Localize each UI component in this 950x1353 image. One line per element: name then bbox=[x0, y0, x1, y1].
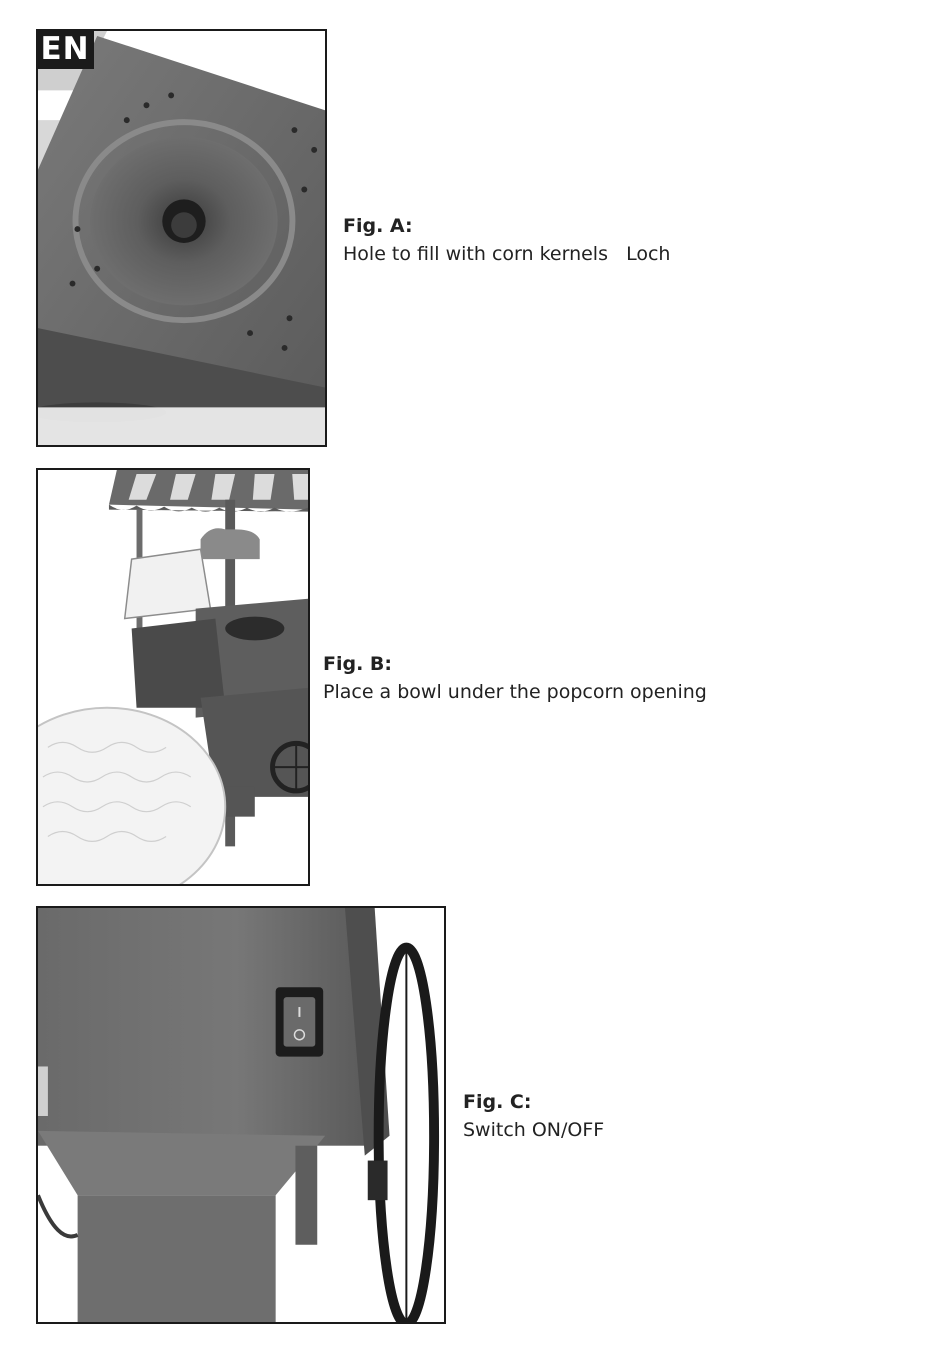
figure-c-caption bbox=[463, 1088, 604, 1144]
figure-c-title: Fig. C: bbox=[463, 1091, 532, 1113]
figure-b-text: Place a bowl under the popcorn opening bbox=[323, 681, 707, 703]
figure-a-title: Fig. A: bbox=[343, 215, 413, 237]
figure-a-photo bbox=[36, 29, 327, 447]
figure-a-caption bbox=[343, 212, 670, 268]
popcorn-machine-top-view-image bbox=[38, 31, 325, 445]
language-badge: EN bbox=[36, 29, 94, 69]
figure-c-photo bbox=[36, 906, 446, 1324]
figure-b-caption bbox=[323, 650, 707, 706]
figure-c-text: Switch ON/OFF bbox=[463, 1119, 605, 1141]
popcorn-cart-with-bowl-image bbox=[38, 470, 308, 884]
figure-b-photo bbox=[36, 468, 310, 886]
figure-a-text: Hole to fill with corn kernels Loch bbox=[343, 243, 671, 265]
popcorn-machine-switch-image bbox=[38, 908, 444, 1322]
figure-b-title: Fig. B: bbox=[323, 653, 393, 675]
